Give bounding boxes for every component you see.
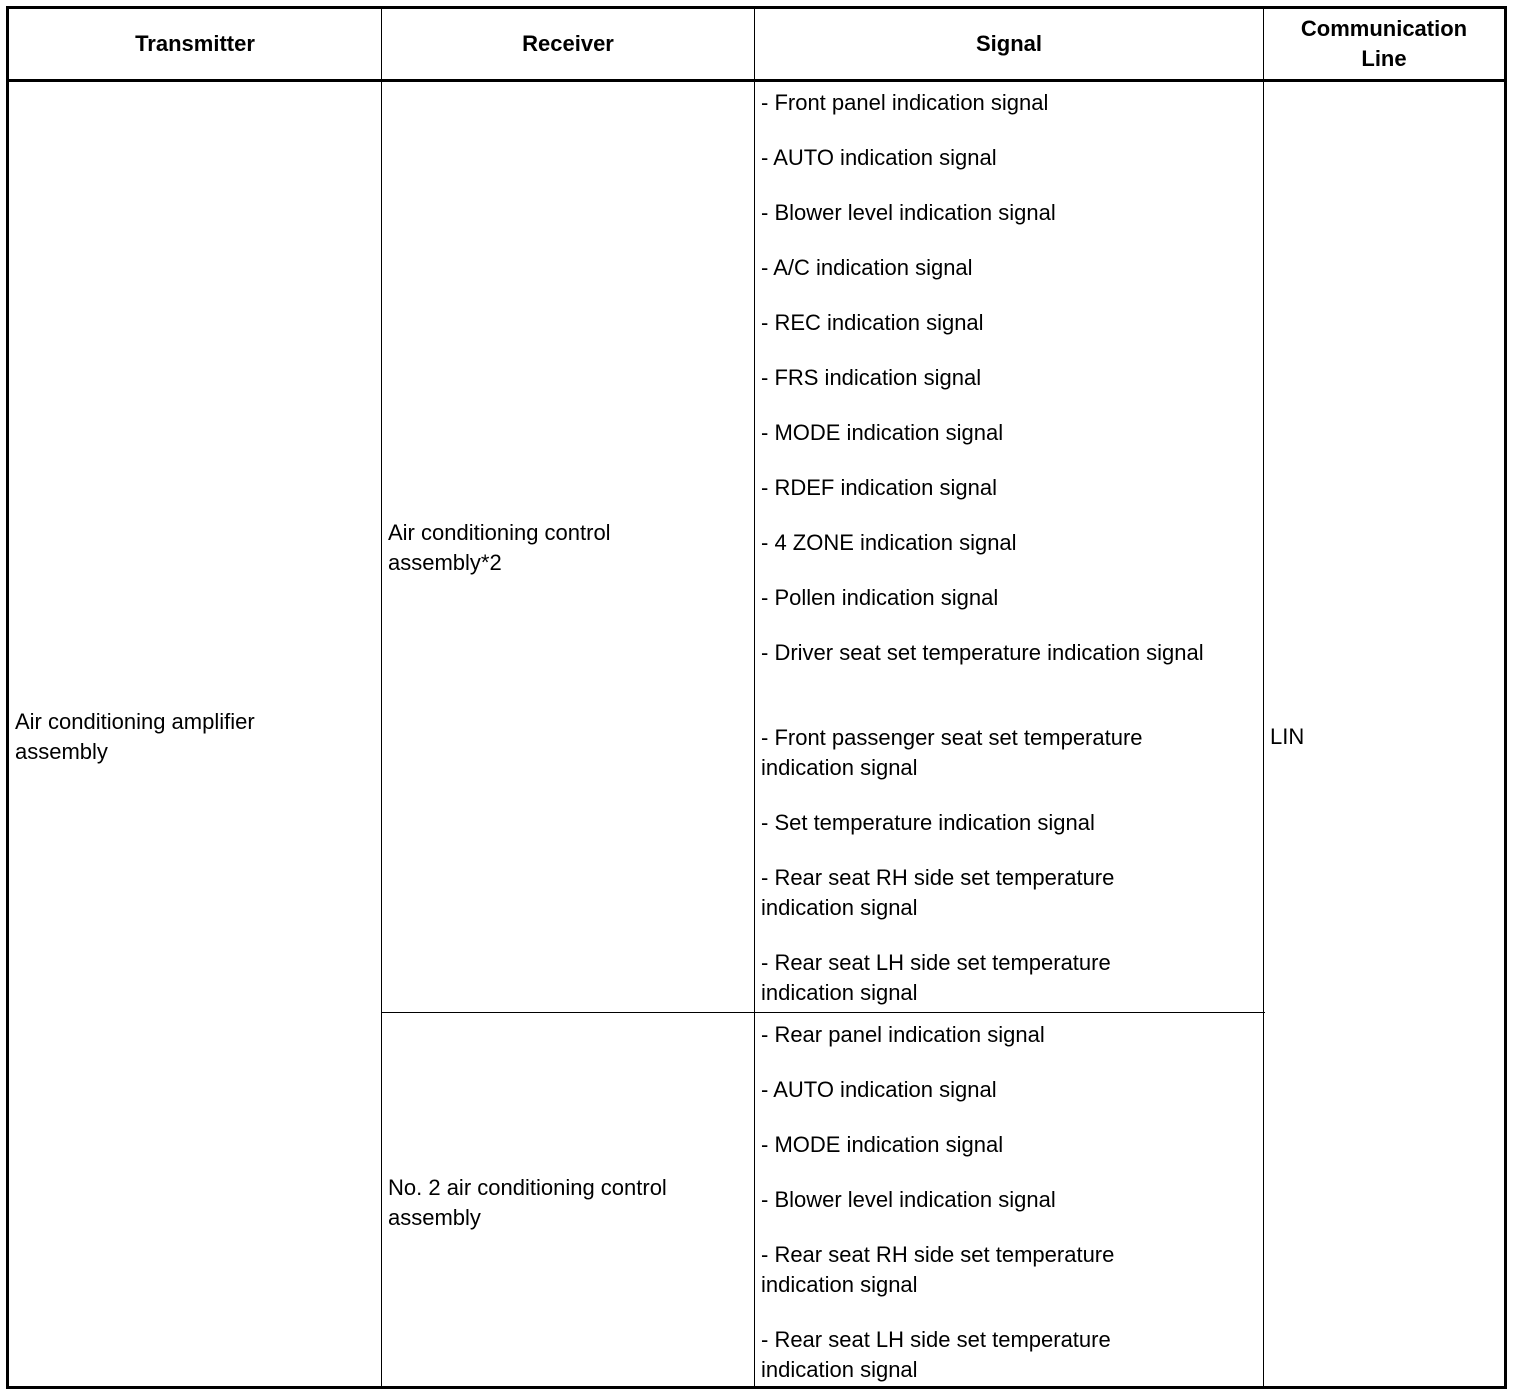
header-communication-line-2: Line: [1361, 46, 1407, 71]
header-communication-line-1: Communication: [1300, 16, 1468, 41]
signal-item: - RDEF indication signal: [761, 475, 997, 500]
receiver-cell: [382, 1173, 722, 1233]
communication-line-value: LIN: [1270, 724, 1305, 749]
signal-table: [6, 6, 1507, 1389]
header-divider: [9, 79, 1504, 82]
signal-item: - MODE indication signal: [761, 1132, 1004, 1157]
header-signal-label: Signal: [975, 31, 1042, 56]
signal-item: - Set temperature indication signal: [761, 810, 1095, 835]
column-divider: [1263, 9, 1264, 1386]
receiver-divider: [382, 1012, 1265, 1013]
signal-item: - Driver seat set temperature indication signal: [761, 640, 1204, 665]
header-transmitter-label: Transmitter: [135, 31, 255, 56]
signal-item: - Front passenger seat set temperature indication signal: [761, 725, 1143, 780]
header-communication-line: [1264, 9, 1504, 79]
signal-item: - Front panel indication signal: [761, 90, 1049, 115]
receiver-name: Air conditioning control assembly*2: [388, 520, 611, 575]
communication-line-cell: [1264, 722, 1504, 752]
signal-item: - Rear seat LH side set temperature indication signal: [761, 1327, 1111, 1382]
signal-item: - Rear seat RH side set temperature indication signal: [761, 1242, 1115, 1297]
header-signal: [755, 9, 1263, 79]
signal-item: - Blower level indication signal: [761, 200, 1056, 225]
signal-item: - REC indication signal: [761, 310, 984, 335]
column-divider: [754, 9, 755, 1386]
signal-item: - Blower level indication signal: [761, 1187, 1056, 1212]
header-receiver: [382, 9, 754, 79]
signal-item: - AUTO indication signal: [761, 145, 997, 170]
signal-item: - 4 ZONE indication signal: [761, 530, 1017, 555]
receiver-name: No. 2 air conditioning control assembly: [388, 1175, 667, 1230]
transmitter-cell: [9, 707, 309, 767]
signal-item: - Pollen indication signal: [761, 585, 999, 610]
signal-item: - FRS indication signal: [761, 365, 982, 390]
signal-item: - AUTO indication signal: [761, 1077, 997, 1102]
transmitter-name: Air conditioning amplifier assembly: [15, 709, 255, 764]
signal-item: - Rear panel indication signal: [761, 1022, 1045, 1047]
receiver-cell: [382, 518, 672, 578]
header-receiver-label: Receiver: [522, 31, 614, 56]
signal-item: - Rear seat LH side set temperature indication signal: [761, 950, 1111, 1005]
signal-item: - Rear seat RH side set temperature indication signal: [761, 865, 1115, 920]
header-transmitter: [9, 9, 381, 79]
signal-item: - MODE indication signal: [761, 420, 1004, 445]
signal-item: - A/C indication signal: [761, 255, 973, 280]
